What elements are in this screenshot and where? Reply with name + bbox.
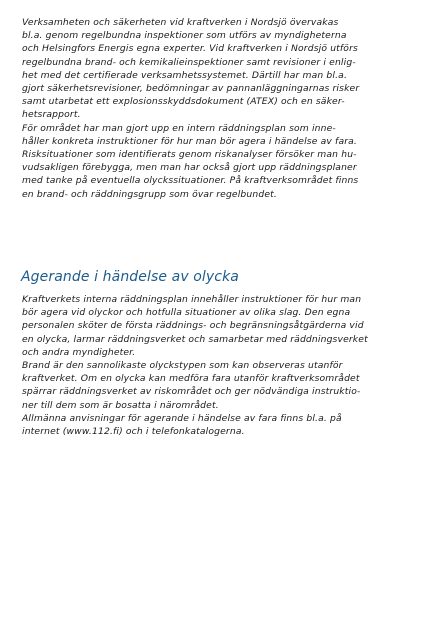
paragraph-general-instructions: Allmänna anvisningar för agerande i händelse av fara finns bl.a. på internet (www.112.fi) och i telefonkatalogerna. xyxy=(22,412,342,438)
paragraph-fire: Brand är den sannolikaste olyckstypen som kan observeras utanför kraftverket. Om en olycka kan medföra fara utanför kraftverksområdet spärrar räddningsverket av riskområdet och ger nödvändiga instruktio- ner till dem som är bosatta i närområdet. xyxy=(22,360,361,411)
accident-section xyxy=(22,293,382,438)
intro-section xyxy=(22,16,382,201)
paragraph-internal-plan: Kraftverkets interna räddningsplan innehåller instruktioner för hur man bör agera vid olyckor och hotfulla situationer av olika slag. Den egna personalen sköter de första räddnings- och begränsningsåtgärderna vid en olycka, larmar räddningsverket och samarbetar med räddningsverket och andra myndigheter. xyxy=(22,294,368,358)
section-heading: Agerande i händelse av olycka xyxy=(21,269,239,285)
paragraph-rescue-plan: För området har man gjort upp en intern räddningsplan som inne- håller konkreta instruktioner för hur man bör agera i händelse av fara. Risksituationer som identifierats genom riskanalyser försöker man hu- vudsakligen förebygga, men man har också gjort upp räddningsplaner med tanke på eventuella olyckssituationer. På kraftverksområdet finns en brand- och räddningsgrupp som övar regelbundet. xyxy=(22,122,359,200)
paragraph-supervision: Verksamheten och säkerheten vid kraftverken i Nordsjö övervakas bl.a. genom regelbundna inspektioner som utförs av myndigheterna och Helsingfors Energis egna experter. Vid kraftverken i Nordsjö utförs regelbundna brand- och kemikalieinspektioner samt revisioner i enlig- het med det certifierade verksamhetssystemet. Därtill har man bl.a. gjort säkerhetsrevisioner, bedömningar av pannanläggningarnas risker samt utarbetat ett explosionsskyddsdokument (ATEX) och en säker- hetsrapport. xyxy=(22,17,360,121)
